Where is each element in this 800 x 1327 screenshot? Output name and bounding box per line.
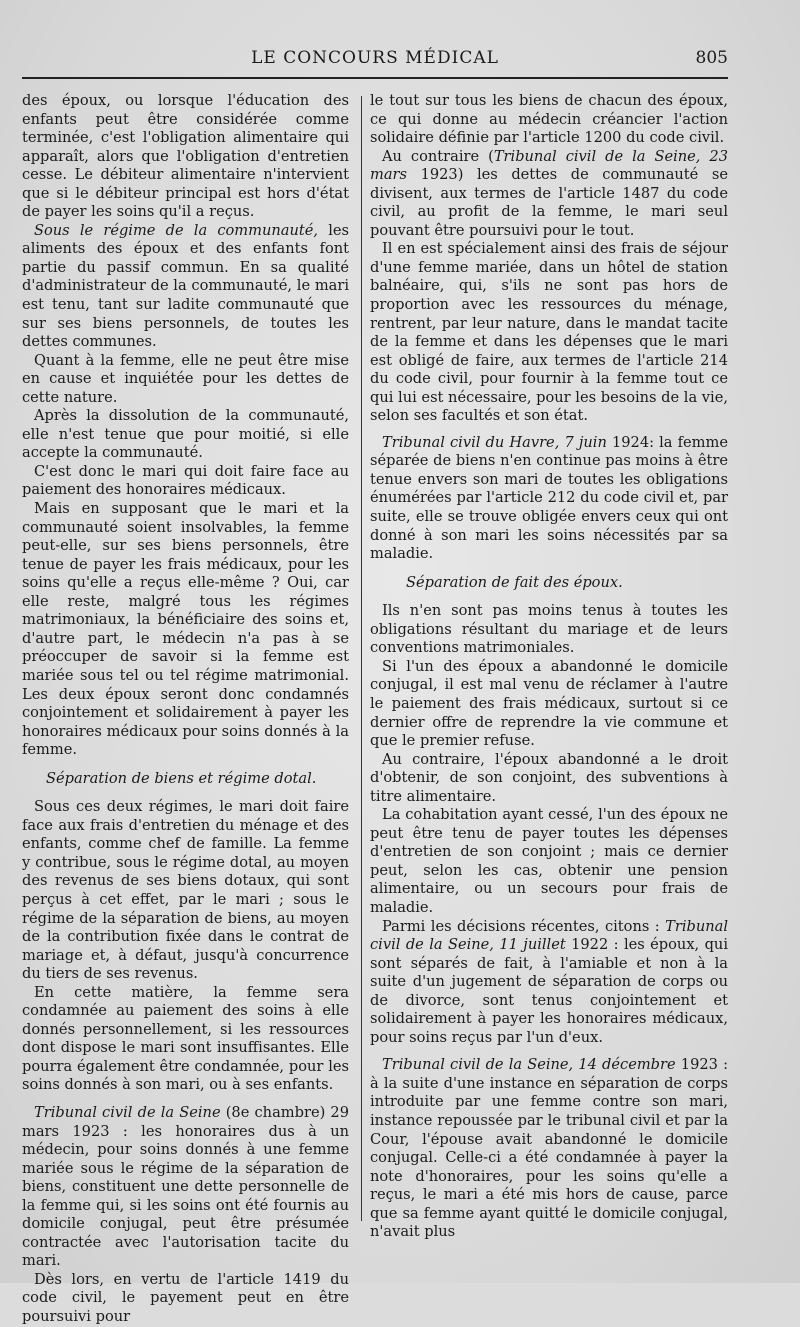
paragraph: La cohabitation ayant cessé, l'un des époux ne peut être tenu de payer toutes les dépenses d'entretien de son conjoint ; mais ce dernier peut, selon les cas, obtenir une pension alimentaire, ou un secours pour frais de maladie.: [370, 806, 728, 916]
header-rule: [22, 77, 728, 79]
paragraph: Il en est spécialement ainsi des frais de séjour d'une femme mariée, dans un hôtel de station balnéaire, qui, s'ils ne sont pas hors de proportion avec les ressources du ménage, rentrent, par leur nature, dans le mandat tacite de la femme et dans les dépenses que le mari est obligé de faire, aux termes de l'article 214 du code civil, pour fournir à la femme tout ce qui lui est nécessaire, pour les besoins de la vie, selon ses facultés et son état.: [370, 240, 728, 425]
page-header: [22, 48, 728, 78]
paragraph: le tout sur tous les biens de chacun des époux, ce qui donne au médecin créancier l'action solidaire définie par l'article 1200 du code civil.: [370, 92, 728, 147]
paragraph-text: 1923 : à la suite d'une instance en séparation de corps introduite par une femme contre son mari, instance repoussée par le tribunal civil et par la Cour, l'épouse avait abandonné le domicile conjugal. Celle-ci a été condamnée à payer la note d'honoraires, pour les soins qu'elle a reçus, le mari a été mis hors de cause, parce que sa femme ayant quitté le domicile conjugal, n'avait plus: [370, 1056, 728, 1241]
paragraph-text: Parmi les décisions récentes, citons :: [382, 917, 666, 935]
paragraph: [370, 148, 728, 241]
paragraph: Après la dissolution de la communauté, elle n'est tenue que pour moitié, si elle accepte la communauté.: [22, 407, 349, 462]
paragraph-text: (8e chambre) 29 mars 1923 : les honoraires dus à un médecin, pour soins donnés à une femme mariée sous le régime de la séparation de biens, constituent une dette personnelle de la femme qui, si les soins ont été fournis au domicile conjugal, peut être présumée contractée avec l'autorisation tacite du mari.: [22, 1103, 349, 1270]
paragraph: des époux, ou lorsque l'éducation des enfants peut être considérée comme terminée, c'est l'obligation alimentaire qui apparaît, alors que l'obligation d'entretien cesse. Le débiteur alimentaire n'intervient que si le débiteur principal est hors d'état de payer les soins qu'il a reçus.: [22, 92, 349, 221]
paragraph: Si l'un des époux a abandonné le domicile conjugal, il est mal venu de réclamer à l'autre le paiement des frais médicaux, surtout si ce dernier offre de reprendre la vie commune et que le premier refuse.: [370, 657, 728, 750]
paragraph: Quant à la femme, elle ne peut être mise en cause et inquiétée pour les dettes de cette nature.: [22, 351, 349, 406]
paragraph: Ils n'en sont pas moins tenus à toutes les obligations résultant du mariage et de leurs conventions matrimoniales.: [370, 602, 728, 657]
right-column: [370, 92, 728, 1242]
section-heading: Séparation de fait des époux.: [406, 573, 623, 591]
paragraph: C'est donc le mari qui doit faire face au paiement des honoraires médicaux.: [22, 462, 349, 499]
paragraph-text: 1924: la femme séparée de biens n'en continue pas moins à être tenue envers son mari de toutes les obligations énumérées par l'article 212 du code civil et, par suite, elle se trouve obligée envers ceux qui ont donné à son mari les soins nécessités par sa maladie.: [370, 433, 728, 563]
paragraph: [22, 222, 349, 352]
court-citation: Tribunal civil de la Seine, 14 décembre: [382, 1056, 676, 1074]
paragraph-text: 1922 : les époux, qui sont séparés de fait, à l'amiable et non à la suite d'un jugement de séparation de corps ou de divorce, sont tenus conjointement et solidairement à payer les honoraires médicaux, pour soins reçus par l'un d'eux.: [370, 936, 728, 1046]
page-number: 805: [695, 48, 728, 68]
column-divider: [361, 96, 362, 1221]
left-column: [22, 92, 349, 1327]
court-citation: Tribunal civil de la Seine: [34, 1103, 221, 1121]
paragraph-text: Au contraire (: [382, 147, 494, 165]
paragraph: En cette matière, la femme sera condamnée au paiement des soins à elle donnés personnellement, si les ressources dont dispose le mari sont insuffisantes. Elle pourra également être condamnée, pour les soins donnés à son mari, ou à ses enfants.: [22, 983, 349, 1094]
paragraph-text: les aliments des époux et des enfants font partie du passif commun. En sa qualité d'administrateur de la communauté, le mari est tenu, tant sur ladite communauté que sur ses biens personnels, de toutes les dettes communes.: [22, 221, 349, 351]
paragraph: Sous ces deux régimes, le mari doit faire face aux frais d'entretien du ménage et des enfants, comme chef de famille. La femme y contribue, sous le régime dotal, au moyen des revenus de ses biens dotaux, qui sont perçus à cet effet, par le mari ; sous le régime de la séparation de biens, au moyen de la contribution fixée dans le contrat de mariage et, à défaut, jusqu'à concurrence du tiers de ses revenus.: [22, 798, 349, 983]
regime-lead: Sous le régime de la communauté,: [34, 221, 319, 239]
court-citation: Tribunal civil de la Seine, 11 juillet: [370, 917, 728, 954]
court-citation: Tribunal civil de la Seine, 23 mars: [370, 147, 728, 184]
court-citation: Tribunal civil du Havre, 7 juin: [382, 433, 607, 451]
paragraph: Au contraire, l'époux abandonné a le droit d'obtenir, de son conjoint, des subventions à titre alimentaire.: [370, 750, 728, 805]
paragraph: [370, 1056, 728, 1241]
paragraph-text: 1923) les dettes de communauté se divisent, aux termes de l'article 1487 du code civil, au profit de la femme, le mari seul pouvant être poursuivi pour le tout.: [370, 166, 728, 239]
paragraph: [370, 918, 728, 1048]
paragraph: Mais en supposant que le mari et la communauté soient insolvables, la femme peut-elle, sur ses biens personnels, être tenue de payer les frais médicaux, pour les soins qu'elle a reçus elle-même ? Oui, car elle reste, malgré tous les régimes matrimoniaux, la bénéficiaire des soins et, d'autre part, le médecin n'a pas à se préoccuper de savoir si la femme est mariée sous tel ou tel régime matrimonial. Les deux époux seront donc condamnés conjointement et solidairement à payer les honoraires médicaux pour soins donnés à la femme.: [22, 500, 349, 759]
running-title: LE CONCOURS MÉDICAL: [251, 48, 499, 68]
section-heading: Séparation de biens et régime dotal.: [46, 769, 317, 787]
paragraph: [22, 1104, 349, 1271]
paragraph: Dès lors, en vertu de l'article 1419 du code civil, le payement peut en être poursuivi pour: [22, 1270, 349, 1325]
paragraph: [370, 434, 728, 564]
